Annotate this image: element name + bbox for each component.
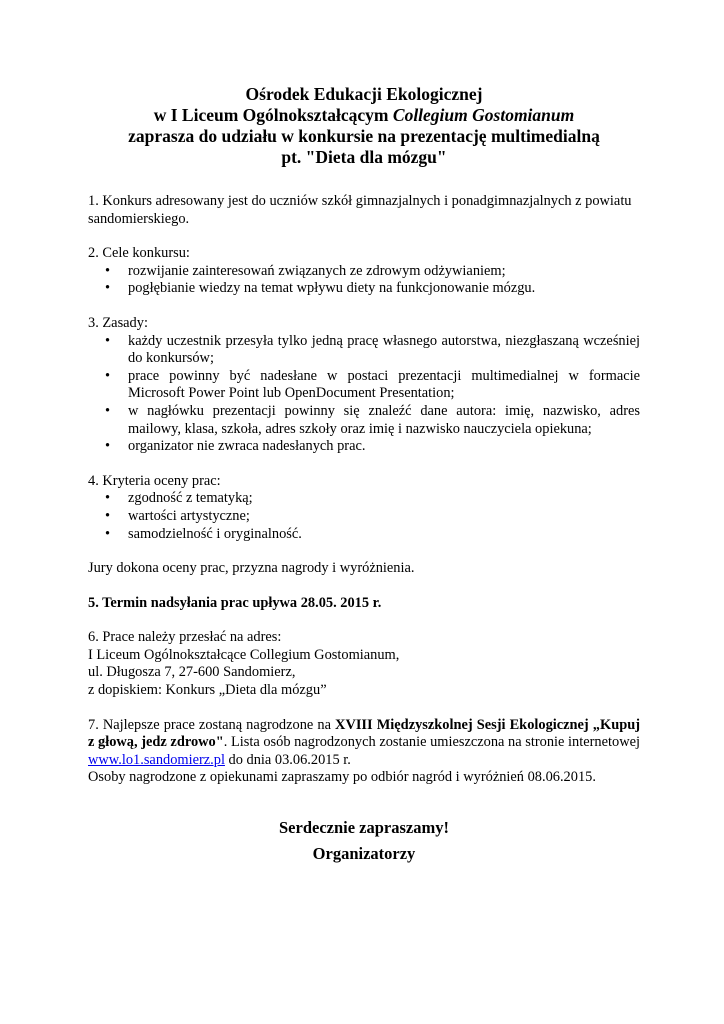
title-line-1: Ośrodek Edukacji Ekologicznej bbox=[245, 84, 483, 104]
closing-signature: Organizatorzy bbox=[312, 844, 416, 864]
section-7-pickup: Osoby nagrodzone z opiekunami zapraszamy po odbiór nagród i wyróżnień 08.06.2015. bbox=[88, 769, 596, 786]
list-item: • prace powinny być nadesłane w postaci prezentacji multimedialnej w formacie Microsoft Power Point lub OpenDocument Presentation; bbox=[105, 367, 640, 402]
list-item: • pogłębianie wiedzy na temat wpływu diety na funkcjonowanie mózgu. bbox=[105, 280, 536, 297]
section-2-heading: 2. Cele konkursu: bbox=[88, 245, 190, 262]
list-item: • samodzielność i oryginalność. bbox=[105, 525, 302, 542]
title-line-2-prefix: w I Liceum Ogólnokształcącym bbox=[153, 105, 393, 125]
bullet-icon: • bbox=[105, 490, 111, 507]
title-line-4: pt. "Dieta dla mózgu" bbox=[281, 147, 447, 167]
jury-note: Jury dokona oceny prac, przyzna nagrody i wyróżnienia. bbox=[88, 560, 415, 577]
address-line-1: 6. Prace należy przesłać na adres: bbox=[88, 629, 282, 646]
section-6-address bbox=[88, 629, 640, 699]
bullet-icon: • bbox=[105, 402, 111, 419]
section-2-list bbox=[88, 263, 640, 298]
document-page bbox=[88, 84, 640, 865]
event-name: XVIII Międzyszkolnej Sesji Ekologicznej „Kupuj z głową, jedz zdrowo" bbox=[88, 716, 641, 751]
section-5-deadline: 5. Termin nadsyłania prac upływa 28.05. 2015 r. bbox=[88, 594, 382, 611]
bullet-icon: • bbox=[105, 262, 111, 279]
website-link[interactable]: www.lo1.sandomierz.pl bbox=[88, 751, 225, 768]
bullet-icon: • bbox=[105, 332, 111, 349]
document-body bbox=[88, 168, 640, 865]
list-item: • organizator nie zwraca nadesłanych prac. bbox=[105, 438, 366, 455]
section-4-list bbox=[88, 490, 640, 543]
section-3-list bbox=[88, 333, 640, 456]
list-item: • każdy uczestnik przesyła tylko jedną pracę własnego autorstwa, niezgłaszaną wcześniej do konkursów; bbox=[105, 332, 640, 367]
title-school-name: Collegium Gostomianum bbox=[392, 105, 575, 125]
section-4-heading: 4. Kryteria oceny prac: bbox=[88, 472, 221, 489]
address-line-2: I Liceum Ogólnokształcące Collegium Gostomianum, bbox=[88, 646, 400, 663]
bullet-icon: • bbox=[105, 438, 111, 455]
document-title bbox=[88, 84, 640, 168]
address-line-3: ul. Długosza 7, 27-600 Sandomierz, bbox=[88, 664, 296, 681]
closing-invitation: Serdecznie zapraszamy! bbox=[279, 818, 449, 838]
list-item: • wartości artystyczne; bbox=[105, 507, 250, 524]
title-line-3: zaprasza do udziału w konkursie na prezentację multimedialną bbox=[128, 126, 600, 146]
address-line-4: z dopiskiem: Konkurs „Dieta dla mózgu” bbox=[88, 682, 327, 699]
bullet-icon: • bbox=[105, 507, 111, 524]
list-item: • w nagłówku prezentacji powinny się znaleźć dane autora: imię, nazwisko, adres mailowy, klasa, szkoła, adres szkoły oraz imię i nazwisko nauczyciela opiekuna; bbox=[105, 402, 640, 437]
bullet-icon: • bbox=[105, 525, 111, 542]
list-item: • zgodność z tematyką; bbox=[105, 490, 253, 507]
section-7: 7. Najlepsze prace zostaną nagrodzone na XVIII Międzyszkolnej Sesji Ekologicznej „Kupuj z głową, jedz zdrowo". Lista osób nagrodzonych zostanie umieszczona na stronie internetowej www.lo1.sandomierz.pl do dnia 03.06.2015 r. bbox=[88, 716, 641, 768]
bullet-icon: • bbox=[105, 367, 111, 384]
closing bbox=[88, 817, 640, 865]
title-line-2 bbox=[88, 105, 640, 126]
section-3-heading: 3. Zasady: bbox=[88, 314, 148, 331]
list-item: • rozwijanie zainteresowań związanych ze zdrowym odżywianiem; bbox=[105, 262, 506, 279]
bullet-icon: • bbox=[105, 280, 111, 297]
section-1: 1. Konkurs adresowany jest do uczniów szkół gimnazjalnych i ponadgimnazjalnych z powiatu sandomierskiego. bbox=[88, 193, 632, 227]
